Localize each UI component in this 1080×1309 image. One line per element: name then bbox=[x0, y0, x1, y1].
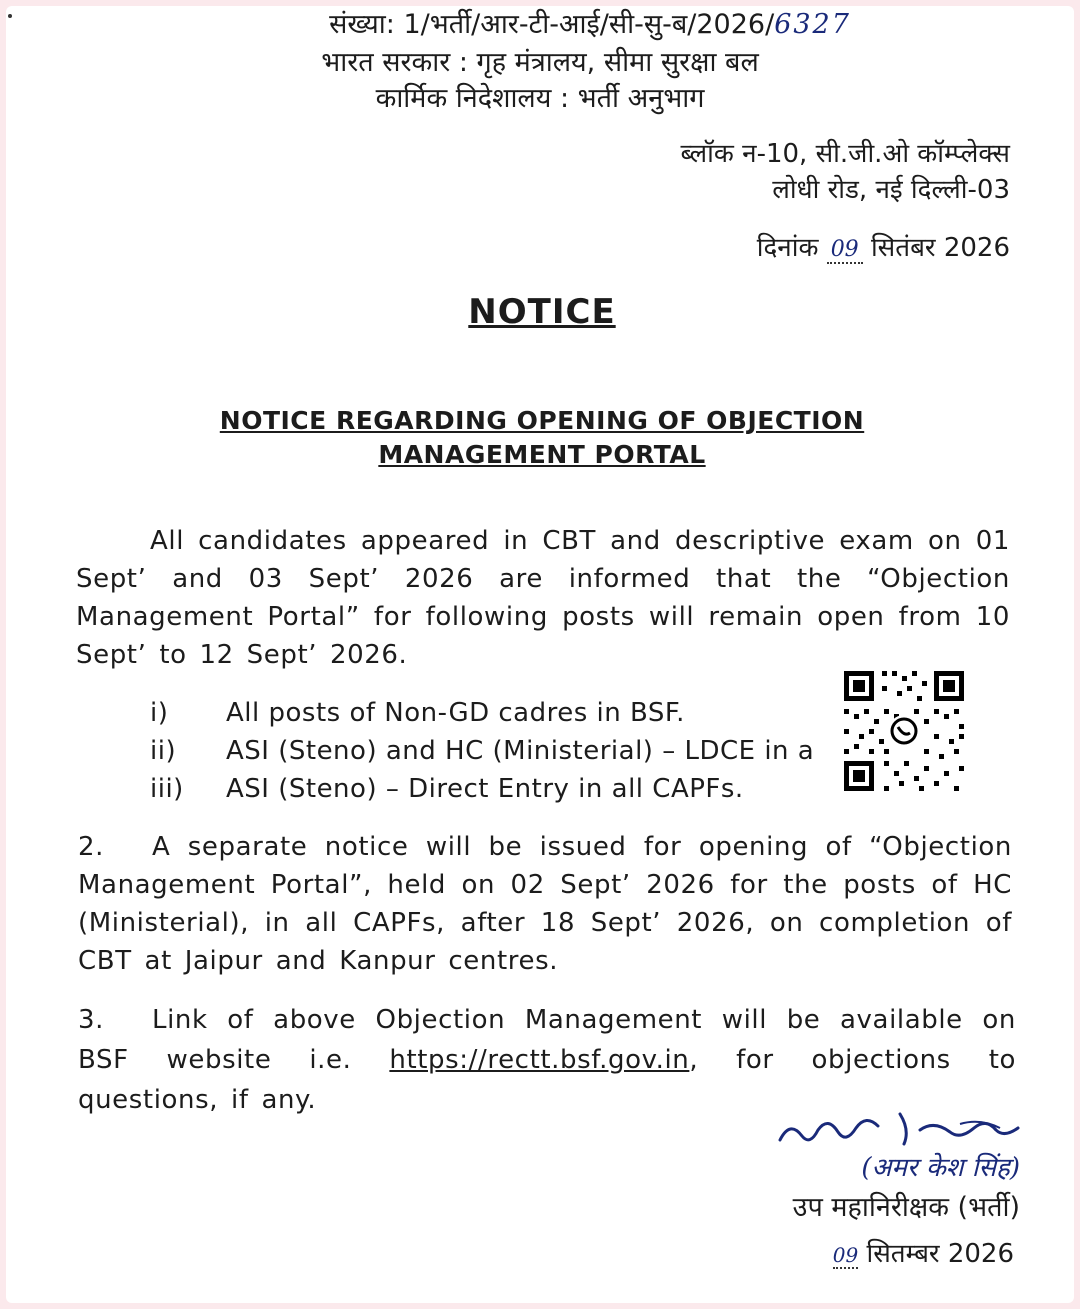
posts-list bbox=[150, 694, 814, 808]
signature-date-suffix: सितम्बर 2026 bbox=[866, 1239, 1014, 1269]
subject-line-1: NOTICE REGARDING OPENING OF OBJECTION bbox=[219, 406, 865, 435]
list-item bbox=[150, 732, 814, 770]
signature-date bbox=[833, 1234, 1014, 1275]
notice-subject bbox=[0, 404, 1080, 472]
paragraph-1: All candidates appeared in CBT and descriptive exam on 01 Sept’ and 03 Sept’ 2026 are informed that the “Objection Management Portal” for following posts will remain open from 10 Sept’ to 12 Sept’ 2026. bbox=[76, 526, 1010, 670]
bsf-website-link[interactable]: https://rectt.bsf.gov.in bbox=[389, 1045, 690, 1075]
address-line-2: लोधी रोड, नई दिल्ली-03 bbox=[772, 175, 1010, 205]
reference-printed: संख्या: 1/भर्ती/आर-टी-आई/सी-सु-ब/2026/ bbox=[329, 9, 775, 40]
paragraph-2-number: 2. bbox=[78, 832, 105, 862]
list-item-text: All posts of Non-GD cadres in BSF. bbox=[226, 698, 685, 728]
list-item bbox=[150, 770, 814, 808]
qr-code-graphic bbox=[836, 663, 972, 799]
speck-mark bbox=[8, 14, 12, 18]
subject-line-2: MANAGEMENT PORTAL bbox=[378, 440, 706, 469]
paragraph-3-text: Link of above Objection Management will be available on BSF website i.e. bbox=[78, 1005, 1016, 1075]
directorate-line: कार्मिक निदेशालय : भर्ती अनुभाग bbox=[375, 83, 705, 114]
list-item-text: ASI (Steno) and HC (Ministerial) – LDCE in a bbox=[226, 736, 815, 766]
paragraph-2-text: A separate notice will be issued for opening of “Objection Management Portal”, held on 02 Sept’ 2026 for the posts of HC (Ministerial), in all CAPFs, after 18 Sept’ 2026, on completion of CBT at Jaipur and Kanpur centres. bbox=[78, 832, 1012, 976]
list-item-text: ASI (Steno) – Direct Entry in all CAPFs. bbox=[226, 774, 744, 804]
paragraph-2 bbox=[78, 828, 1012, 980]
notice-title: NOTICE bbox=[468, 292, 616, 332]
paragraph-3-number: 3. bbox=[78, 1005, 105, 1035]
list-item-number: ii) bbox=[150, 736, 177, 766]
signature-date-handwritten: 09 bbox=[832, 1243, 859, 1267]
date-handwritten-day: 09 bbox=[827, 237, 863, 264]
reference-number bbox=[50, 6, 1080, 44]
qr-code-icon[interactable] bbox=[836, 663, 972, 799]
signatory-designation: उप महानिरीक्षक (भर्ती) bbox=[792, 1192, 1020, 1223]
address-line-1: ब्लॉक न-10, सी.जी.ओ कॉम्प्लेक्स bbox=[680, 139, 1010, 169]
reference-handwritten: 6327 bbox=[774, 9, 851, 40]
ministry-line: भारत सरकार : गृह मंत्रालय, सीमा सुरक्षा बल bbox=[321, 47, 759, 78]
list-item-number: i) bbox=[150, 698, 169, 728]
date-prefix: दिनांक bbox=[756, 233, 819, 263]
list-item-number: iii) bbox=[150, 774, 184, 804]
date-suffix: सितंबर 2026 bbox=[870, 233, 1010, 263]
paragraph-3-tail: , for objections to questions, if any. bbox=[78, 1045, 1016, 1115]
issue-date bbox=[757, 230, 1010, 268]
signatory-name: (अमर केश सिंह) bbox=[861, 1153, 1020, 1183]
list-item bbox=[150, 694, 814, 732]
